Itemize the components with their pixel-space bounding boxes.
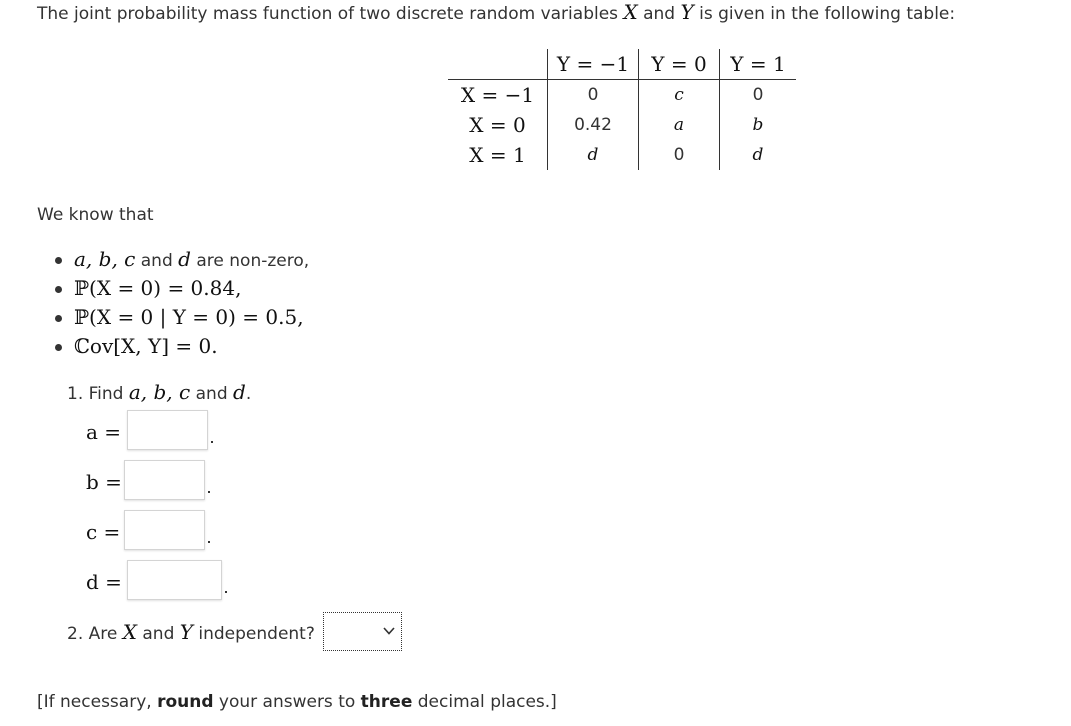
table-row: [448, 110, 796, 140]
table-corner-cell: [448, 49, 548, 80]
answer-label-c: c =: [86, 520, 121, 544]
table-row: [448, 140, 796, 170]
chevron-down-icon: [382, 624, 396, 638]
problem-intro: [37, 0, 955, 24]
condition-item: [50, 245, 309, 274]
table-cell: a: [639, 110, 720, 140]
rounding-note-close: decimal places.]: [412, 692, 557, 712]
answer-period: [208, 541, 210, 543]
answer-input-a[interactable]: [127, 410, 208, 450]
condition-item: [50, 332, 309, 361]
question-1: [67, 380, 251, 404]
condition-vars: a, b, c: [74, 247, 136, 271]
condition-tail: are non-zero,: [190, 251, 310, 271]
condition-covariance: ℂov[X, Y] = 0.: [74, 334, 218, 358]
intro-text-end: is given in the following table:: [693, 4, 956, 24]
answer-input-b[interactable]: [124, 460, 205, 500]
answer-period: [225, 591, 227, 593]
table-cell: d: [720, 140, 797, 170]
question-1-d: d: [233, 380, 246, 404]
rounding-note-open: [If necessary,: [37, 692, 158, 712]
question-1-period: .: [245, 384, 252, 404]
table-header-y-1: Y = 1: [720, 49, 797, 80]
table-cell: c: [639, 80, 720, 111]
condition-item: [50, 303, 309, 332]
table-row-label: X = −1: [460, 83, 535, 107]
answer-period: [208, 491, 210, 493]
question-1-prefix: 1. Find: [67, 384, 129, 404]
answer-period: [211, 441, 213, 443]
table-cell: 0.42: [548, 110, 639, 140]
question-1-vars: a, b, c: [128, 380, 191, 404]
answer-input-d[interactable]: [127, 560, 222, 600]
rounding-note: [37, 692, 557, 712]
question-2-var-x: X: [122, 620, 137, 644]
condition-cond-prob: ℙ(X = 0 | Y = 0) = 0.5,: [74, 305, 304, 329]
answer-label-a: a =: [86, 420, 122, 444]
question-2-suffix: independent?: [192, 624, 315, 644]
condition-item: [50, 274, 309, 303]
table-row-label: X = 1: [469, 143, 526, 167]
question-2-var-y: Y: [179, 620, 193, 644]
table-header-y-0: Y = 0: [639, 49, 720, 80]
intro-var-x: X: [623, 0, 638, 24]
condition-prob-x0: ℙ(X = 0) = 0.84,: [74, 276, 242, 300]
intro-text-and: and: [637, 4, 681, 24]
condition-var-d: d: [178, 247, 191, 271]
table-cell: b: [720, 110, 797, 140]
answer-label-d: d =: [86, 570, 122, 594]
intro-var-y: Y: [680, 0, 694, 24]
rounding-note-mid: your answers to: [213, 692, 361, 712]
table-header-row: [448, 49, 796, 80]
answer-label-b: b =: [86, 470, 122, 494]
table-cell: 0: [720, 80, 797, 111]
condition-and: and: [135, 251, 179, 271]
question-2-prefix: 2. Are: [67, 624, 123, 644]
table-cell: 0: [639, 140, 720, 170]
intro-text-start: The joint probability mass function of two discrete random variables: [37, 4, 624, 24]
we-know-label: We know that: [37, 205, 154, 225]
table-cell: d: [548, 140, 639, 170]
table-row: [448, 80, 796, 111]
independence-select[interactable]: [323, 612, 402, 651]
joint-pmf-table: [448, 49, 796, 170]
rounding-note-round: round: [157, 692, 214, 712]
answer-input-c[interactable]: [124, 510, 205, 550]
table-header-y-neg1: Y = −1: [548, 49, 639, 80]
question-2-and: and: [136, 624, 180, 644]
table-row-label: X = 0: [469, 113, 526, 137]
rounding-note-three: three: [360, 692, 413, 712]
table-cell: 0: [548, 80, 639, 111]
question-2: [67, 620, 315, 644]
question-1-and: and: [190, 384, 234, 404]
conditions-list: [50, 245, 309, 361]
